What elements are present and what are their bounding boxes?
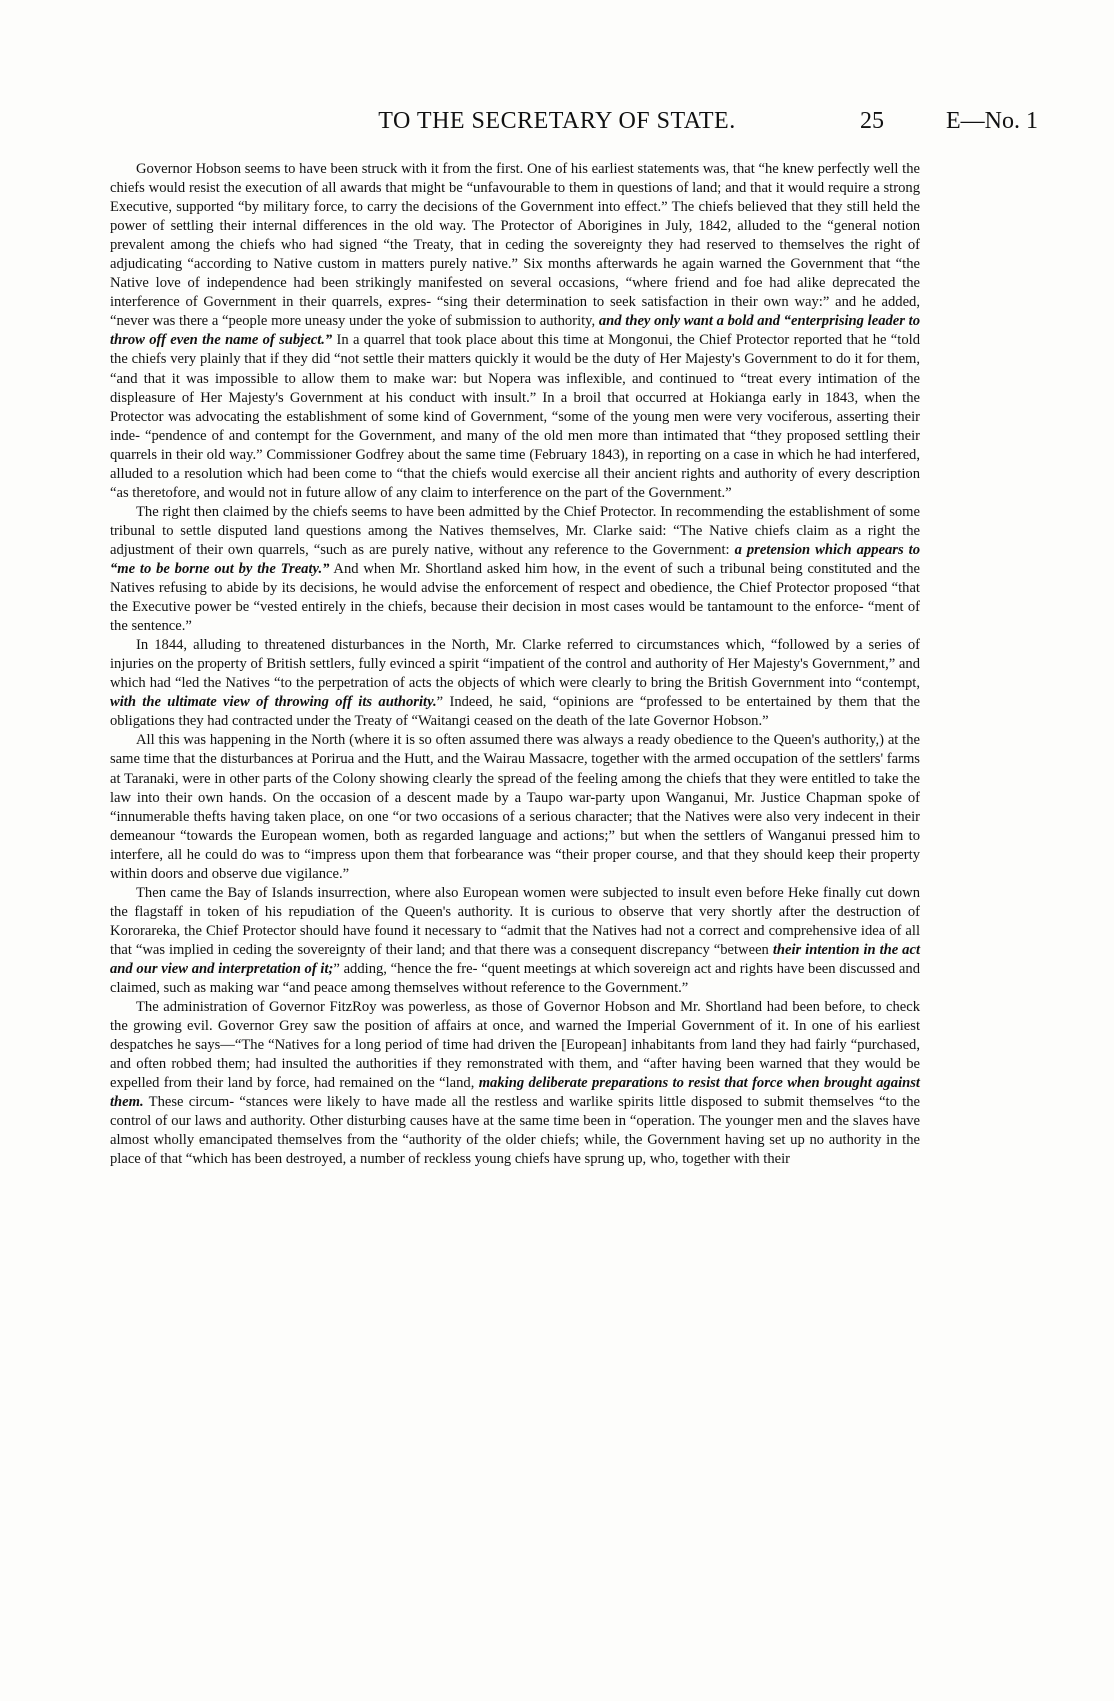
paragraph-5 [110,884,920,998]
italic-run: with the ultimate view of throwing off its authority. [110,694,437,711]
text-run: The administration of Governor FitzRoy was powerless, as those of Governor Hobson and Mr. Shortland had been before, to check the growing evil. Governor Grey saw the position of affairs at once, and warned the Imperial Government of it. In one of his earliest despatches he says—“The “Natives for a long period of time had driven the [European] inhabitants from land they had fairly “purchased, and often robbed them; had insulted the authorities if they remonstrated with them, and “after having been warned that they would be expelled from their land by force, had remained on the “land, [110,999,920,1092]
text-run: ” Indeed, he said, “opinions are “professed to be entertained by them that the obligations they had contracted under the Treaty of “Waitangi ceased on the death of the late Governor Hobson.” [110,694,920,730]
text-run: The right then claimed by the chiefs seems to have been admitted by the Chief Protector. In recommending the establishment of some tribunal to settle disputed land questions among the Natives themselves, Mr. Clarke said: “The Native chiefs claim as a right the adjustment of their own quarrels, “such as are purely native, without any reference to the Government: [110,503,920,558]
italic-run: and they only want a bold and “enterprising leader to throw off even the name of subject.” [110,313,920,349]
page-number: 25 [860,108,884,134]
text-run: Then came the Bay of Islands insurrection, where also European women were subjected to insult even before Heke finally cut down the flagstaff in token of his repudiation of the Queen's authority. It is curious to observe that very shortly after the destruction of Kororareka, the Chief Protector should have found it necessary to “admit that the Natives had not a correct and comprehensive idea of all that “was implied in ceding the sovereignty of their land; and that there was a consequent discrepancy “between [110,884,920,958]
paragraph-1 [110,160,920,503]
text-run: And when Mr. Shortland asked him how, in the event of such a tribunal being constituted and the Natives refusing to abide by its decisions, he would advise the enforcement of respect and obedience, the Chief Protector proposed “that the Executive power be “vested entirely in the chiefs, because their decision in most cases would be tantamount to the enforce- “ment of the sentence.” [110,560,920,635]
text-run: Governor Hobson seems to have been struck with it from the first. One of his earliest statements was, that “he knew perfectly well the chiefs would resist the execution of all awards that might be “unfavourable to them in questions of land; and that it would require a strong Executive, supported “by military force, to carry the decisions of the Government into effect.” The chiefs believed that they still held the power of settling their internal differences in the old way. The Protector of Aborigines in July, 1842, alluded to the “general notion prevalent among the chiefs who had signed “the Treaty, that in ceding the sovereignty they had reserved to themselves the right of adjudicating “according to Native custom in matters purely native.” Six months afterwards he again warned the Government that “the Native love of independence had been strikingly manifested on several occasions, “where friend and foe had alike deprecated the interference of Government in their quarrels, expres- “sing their determination to seek satisfaction in their own way:” and he added, “never was there a “people more uneasy under the yoke of submission to authority, [110,161,920,330]
series-number: E—No. 1 [946,108,1038,134]
text-run: In a quarrel that took place about this time at Mongonui, the Chief Protector reported that he “told the chiefs very plainly that if they did “not settle their matters quickly it would be the duty of Her Majesty's Government to do it for them, “and that it was impossible to allow them to make war: but Nopera was inflexible, and continued to “treat every intimation of the displeasure of Her Majesty's Government at his conduct with insult.” In a broil that occurred at Hokianga early in 1843, when the Protector was advocating the establishment of some kind of Government, “some of the young men were very vociferous, asserting their inde- “pendence of and contempt for the Government, and many of the old men more than intimated that “they proposed settling their quarrels in their old way.” Commissioner Godfrey about the same time (February 1843), in reporting on a case in which he had interfered, alluded to a resolution which had been come to “that the chiefs would exercise all their ancient rights and authority of every description “as theretofore, and would not in future allow of any claim to interference on the part of the Government.” [110,332,920,501]
paragraph-6 [110,998,920,1169]
page-header [0,108,1114,142]
paragraph-3 [110,636,920,731]
paragraph-4 [110,731,920,883]
text-run: All this was happening in the North (where it is so often assumed there was always a ready obedience to the Queen's authority,) at the same time that the disturbances at Porirua and the Hutt, and the Wairau Massacre, together with the armed occupation of the settlers' farms at Taranaki, were in other parts of the Colony showing clearly the spread of the feeling among the chiefs that they were entitled to take the law into their own hands. On the occasion of a descent made by a Taupo war-party upon Wanganui, Mr. Justice Chapman spoke of “innumerable thefts having taken place, on one “or two occasions of a serious character; that the Natives were also very indecent in their demeanour “towards the European women, both as regarded language and actions;” but when the settlers of Wanganui pressed him to interfere, all he could do was to “impress upon them that forbearance was “their proper course, and that they should keep their property within doors and observe due vigilance.” [110,732,920,882]
running-title: TO THE SECRETARY OF STATE. [378,108,736,134]
body-text [110,160,920,1169]
text-run: ” adding, “hence the fre- “quent meetings at which sovereign act and rights have been discussed and claimed, such as making war “and peace among themselves without reference to the Government.” [110,960,921,997]
text-run: In 1844, alluding to threatened disturbances in the North, Mr. Clarke referred to circumstances which, “followed by a series of injuries on the property of British settlers, fully evinced a spirit “impatient of the control and authority of Her Majesty's Government,” and which had “led the Natives “to the perpetration of acts the objects of which were clearly to bring the British Government into “contempt, [110,637,920,692]
text-run: These circum- “stances were likely to have made all the restless and warlike spirits little disposed to submit themselves “to the control of our laws and authority. Other disturbing causes have at the same time been in “operation. The younger men and the slaves have almost wholly emancipated themselves from the “authority of the older chiefs; while, the Government having set up no authority in the place of that “which has been destroyed, a number of reckless young chiefs have sprung up, who, together with their [110,1094,920,1168]
italic-run: a pretension which appears to “me to be borne out by the Treaty.” [110,541,921,577]
italic-run: their intention in the act and our view and interpretation of it; [110,941,921,977]
italic-run: making deliberate preparations to resist that force when brought against them. [110,1075,920,1111]
paragraph-2 [110,503,920,636]
